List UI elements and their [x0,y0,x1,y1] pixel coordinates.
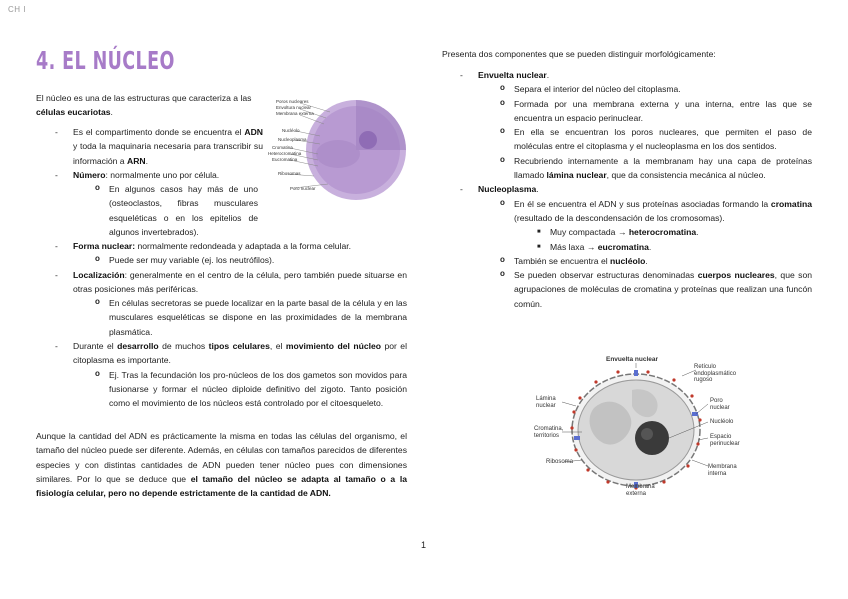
fig1-label-3: Membrana externa [276,111,314,116]
chromatin-area [316,140,360,168]
label-espacio: Espacio perinuclear [710,434,740,447]
list-item-adn: - Es el compartimento donde se encuentra el ADN y toda la maquinaria necesaria para transcribir su información a ARN. [73,125,263,168]
fig1-label-1: Poros nucleares [276,99,309,104]
list-subitem: o También se encuentra el nucléolo. [514,254,812,268]
chapter-tag: CH I [8,5,26,14]
label-nucleolo: Nucléolo [710,419,734,425]
list-subitem: o En algunos casos hay más de uno (osteoclastos, fibras musculares esqueléticas o en los epitelios de algunos invertebrados). [109,182,258,239]
fig1-label-9: Ribosomas [278,171,301,176]
fig1-label-5: Nucleoplasma [278,137,307,142]
list-subsubitem: ■ Más laxa → eucromatina. [550,240,812,254]
intro-paragraph: El núcleo es una de las estructuras que caracteriza a las células eucariotas. [36,93,252,118]
page-number: 1 [421,540,427,550]
list-item-desarrollo: - Durante el desarrollo de muchos tipos celulares, el movimiento del núcleo por el citoplasma es importante. o Ej. Tras la fecundación los pro-núcleos de los dos gametos son movidos para fusionarse y formar el núcleo diploide definitivo del zigoto. Tanto posición como el movimiento de los núcleos está controlado por el citoesqueleto. [73,339,407,410]
fig1-label-6: Cromatina [272,145,293,150]
label-mem-externa: Membrana externa [626,484,655,497]
nucleus-diagram [532,356,772,501]
label-mem-interna: Membrana interna [708,464,737,477]
list-subitem: o Puede ser muy variable (ej. los neutrófilos). [109,253,407,267]
right-list [478,68,812,311]
list-item-numero: - Número: normalmente uno por célula. [73,168,263,182]
list-subitem: o En él se encuentra el ADN y sus proteínas asociadas formando la cromatina (resultado de la descondensación de los cromosomas). ■ Muy compactada → heterocromatina. ■ Más laxa → eucromatina. [514,197,812,254]
label-reticulo: Retículo endoplasmático rugoso [694,364,737,383]
page-title: 4. EL NÚCLEO [36,46,175,75]
label-cromatina: Cromatina, territorios [534,426,564,439]
list-item-envuelta: - Envuelta nuclear. o Separa el interior del núcleo del citoplasma. o Formada por una membrana externa y una interna, entre las que se encuentra un espacio perinuclear. o En ella se encuentran los poros nucleares, que permiten el paso de moléculas entre el citoplasma y el nucleoplasma en los dos sentidos. o Recubriendo internamente a la membranam hay una capa de proteínas llamado lámina nuclear, que da consistencia mecánica al núcleo. [478,68,812,182]
list-item-nucleoplasma: - Nucleoplasma. o En él se encuentra el ADN y sus proteínas asociadas formando la cromatina (resultado de la descondensación de los cromosomas). ■ Muy compactada → heterocromatina. ■ Más laxa → eucromatina. o También se encuentra el nucléolo. o Se pueden observar estructuras denominadas cuerpos nucleares, que son agrupaciones de moléculas de cromatina y proteínas que realizan una funcón común. [478,182,812,311]
list-subitem: o En ella se encuentran los poros nucleares, que permiten el paso de moléculas entre el citoplasma y el nucleoplasma en los dos sentidos. [514,125,812,154]
label-envuelta: Envuelta nuclear [606,356,659,363]
list-item-forma: - Forma nuclear: normalmente redondeada y adaptada a la forma celular. o Puede ser muy variable (ej. los neutrófilos). [73,239,407,268]
left-sublist-numero [109,182,258,239]
list-subsubitem: ■ Muy compactada → heterocromatina. [550,225,812,239]
nucleus-illustration [268,92,410,208]
fig1-label-2: Envoltura nuclear [276,105,312,110]
left-list-part1 [73,125,263,182]
list-subitem: o Separa el interior del núcleo del citoplasma. [514,82,812,96]
nucleolus [635,421,669,455]
fig1-label-10: Poro nuclear [290,186,316,191]
nucleolus-shape [359,131,377,149]
nucleolus-core [641,428,653,440]
list-subitem: o Formada por una membrana externa y una interna, entre las que se encuentra un espacio perinuclear. [514,97,812,126]
label-lamina: Lámina nuclear [536,396,556,409]
fig1-label-7: Heterocromatina [268,151,302,156]
fig1-label-8: Eucromatina [272,157,298,162]
closing-paragraph: Aunque la cantidad del ADN es prácticamente la misma en todas las células del organismo, el tamaño del núcleo puede ser diferente. Además, en células con tamaños parecidos de diferentes especies y con distintas cantidades de ADN pueden tener núcleo pues con dimensiones similares. Por lo que se deduce que el tamaño del núcleo se adapta al tamaño o a la fisiología celular, pero no depende estrictamente de la cantidad de ADN. [36,431,407,499]
list-item-localizacion: - Localización: generalmente en el centro de la célula, pero también puede situarse en otras posiciones más periféricas. o En células secretoras se puede localizar en la parte basal de la célula y en las musculares esqueléticas se dispone en las proximidades de la membrana plasmática. [73,268,407,339]
list-subitem: o Ej. Tras la fecundación los pro-núcleos de los dos gametos son movidos para fusionarse y formar el núcleo diploide definitivo del zigoto. Tanto posición como el movimiento de los núcleos está controlado por el citoesqueleto. [109,368,407,411]
fig1-label-4: Nucléolo [282,128,300,133]
right-intro: Presenta dos componentes que se pueden distinguir morfológicamente: [442,49,716,59]
left-list-part2 [73,239,407,411]
list-subitem: o Recubriendo internamente a la membranam hay una capa de proteínas llamado lámina nuclear, que da consistencia mecánica al núcleo. [514,154,812,183]
list-subitem: o En células secretoras se puede localizar en la parte basal de la célula y en las musculares esqueléticas se dispone en las proximidades de la membrana plasmática. [109,296,407,339]
label-poro: Poro nuclear [710,398,730,411]
label-ribosoma: Ribosoma [546,459,574,465]
list-subitem: o Se pueden observar estructuras denominadas cuerpos nucleares, que son agrupaciones de moléculas de cromatina y proteínas que realizan una funcón común. [514,268,812,311]
